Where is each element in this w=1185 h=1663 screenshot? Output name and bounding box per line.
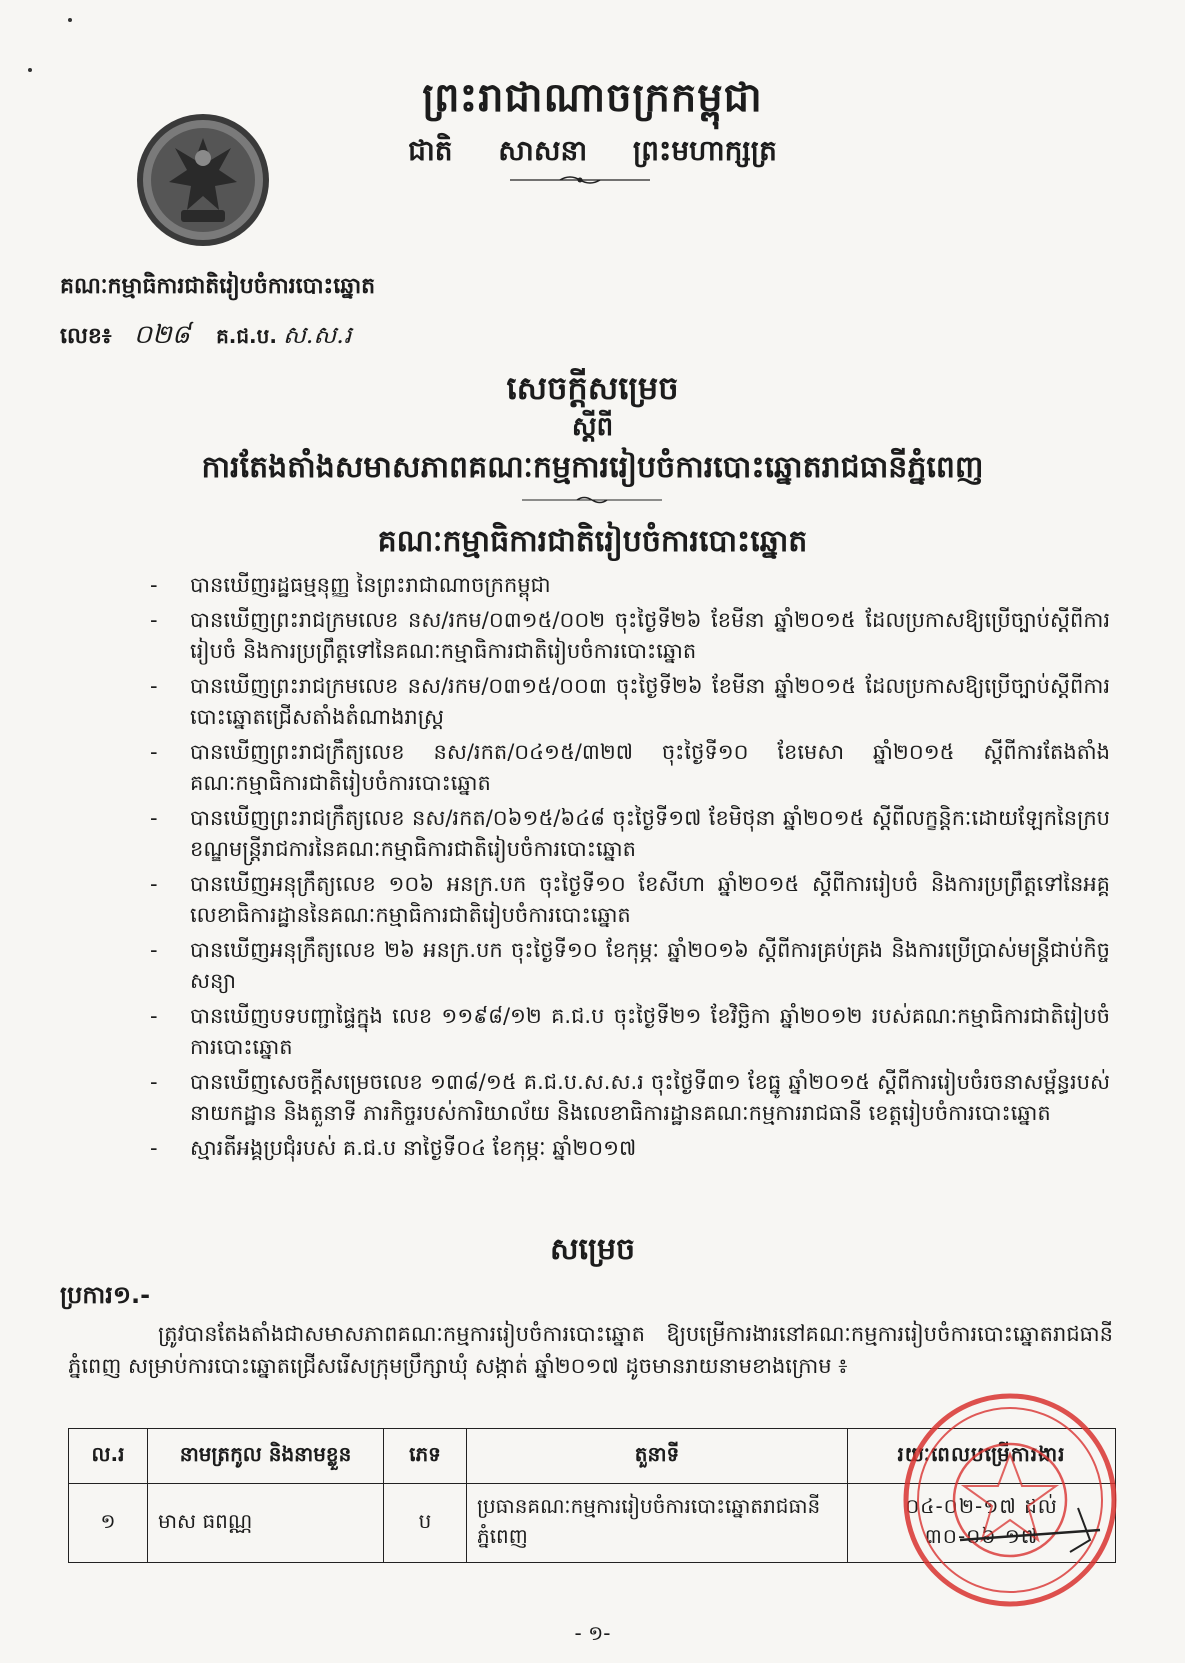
recital-item: - បានឃើញអនុក្រឹត្យលេខ ១០៦ អនក្រ.បក ចុះថ្ងៃទី១០ ខែសីហា ឆ្នាំ២០១៥ ស្តីពីការរៀបចំ និងការប្រព្រឹត្តទៅនៃអគ្គលេខាធិការដ្ឋាននៃគណៈកម្មាធិការជាតិរៀបចំការបោះឆ្នោត — [150, 872, 1110, 927]
cell-term: ០៤-០២-១៧ ដល់ ៣០-០៦-១៧ — [848, 1484, 1116, 1563]
motto-religion: សាសនា — [498, 134, 588, 167]
scan-speck — [68, 18, 72, 22]
motto-king: ព្រះមហាក្សត្រ — [632, 134, 777, 167]
reference-value: ០២៨ — [133, 320, 191, 350]
header-ornament-icon — [510, 174, 650, 186]
header-number: ល.រ — [69, 1429, 148, 1484]
cell-name: មាស ធពណ្ណ — [148, 1484, 384, 1563]
nec-emblem-icon — [133, 110, 273, 250]
subject-ornament-icon — [522, 494, 662, 506]
recital-item: - បានឃើញសេចក្តីសម្រេចលេខ ១៣៨/១៥ គ.ជ.ប.ស.ស.រ ចុះថ្ងៃទី៣១ ខែធ្នូ ឆ្នាំ២០១៥ ស្តីពីការរៀបចំរចនាសម្ព័ន្ធរបស់នាយកដ្ឋាន និងតួនាទី ភារកិច្ចរបស់ការិយាល័យ និងលេខាធិការដ្ឋានគណៈកម្មការរាជធានី ខេត្តរៀបចំការបោះឆ្នោត — [150, 1070, 1110, 1125]
header-name: នាមត្រកូល និងនាមខ្លួន — [148, 1429, 384, 1484]
header-gender: ភេទ — [384, 1429, 467, 1484]
header-role: តួនាទី — [467, 1429, 848, 1484]
cell-role: ប្រធានគណៈកម្មការរៀបចំការបោះឆ្នោតរាជធានីភ្នំពេញ — [467, 1484, 848, 1563]
reference-label: លេខ៖ — [60, 324, 112, 349]
kingdom-title: ព្រះរាជាណាចក្រកម្ពុជា — [422, 75, 763, 121]
recital-item: - បានឃើញព្រះរាជក្រឹត្យលេខ នស/រកត/០៦១៥/៦៤៨ ចុះថ្ងៃទី១៧ ខែមិថុនា ឆ្នាំ២០១៥ ស្តីពីលក្ខន្តិកៈដោយឡែកនៃក្របខណ្ឌមន្ត្រីរាជការនៃគណៈកម្មាធិការជាតិរៀបចំការបោះឆ្នោត — [150, 806, 1110, 861]
recitals-list — [150, 570, 1110, 1168]
official-stamp-icon — [900, 1390, 1120, 1610]
recital-item: - បានឃើញអនុក្រឹត្យលេខ ២៦ អនក្រ.បក ចុះថ្ងៃទី១០ ខែកុម្ភៈ ឆ្នាំ២០១៦ ស្តីពីការគ្រប់គ្រង និងការប្រើប្រាស់មន្ត្រីជាប់កិច្ចសន្យា — [150, 938, 1110, 993]
article-label: ប្រការ១.- — [60, 1281, 151, 1309]
recital-item: - ស្មារតីអង្គប្រជុំរបស់ គ.ជ.ប នាថ្ងៃទី០៤ ខែកុម្ភៈ ឆ្នាំ២០១៧ — [150, 1136, 637, 1160]
motto-nation: ជាតិ — [408, 134, 453, 167]
cell-number: ១ — [69, 1484, 148, 1563]
cell-gender: ប — [384, 1484, 467, 1563]
decision-authority: គណៈកម្មាធិការជាតិរៀបចំការបោះឆ្នោត — [377, 524, 808, 559]
recital-item: - បានឃើញព្រះរាជក្រឹត្យលេខ នស/រកត/០៤១៥/៣២៧ ចុះថ្ងៃទី១០ ខែមេសា ឆ្នាំ២០១៥ ស្តីពីការតែងតាំងគណៈកម្មាធិការជាតិរៀបចំការបោះឆ្នោត — [150, 740, 1110, 795]
recital-item: - បានឃើញរដ្ឋធម្មនុញ្ញ នៃព្រះរាជាណាចក្រកម្ពុជា — [150, 573, 551, 597]
article-text: ត្រូវបានតែងតាំងជាសមាសភាពគណៈកម្មការរៀបចំការបោះឆ្នោត ឱ្យបម្រើការងារនៅគណៈកម្មការរៀបចំការបោះឆ្នោតរាជធានីភ្នំពេញ សម្រាប់ការបោះឆ្នោតជ្រើសរើសក្រុមប្រឹក្សាឃុំ សង្កាត់ ឆ្នាំ២០១៧ ដូចមានរាយនាមខាងក្រោម ៖ — [68, 1322, 1113, 1378]
header-term: រយៈពេលបម្រើការងារ — [848, 1429, 1116, 1484]
recital-item: - បានឃើញបទបញ្ជាផ្ទៃក្នុង លេខ ១១៩៨/១២ គ.ជ.ប ចុះថ្ងៃទី២១ ខែវិច្ឆិកា ឆ្នាំ២០១២ របស់គណៈកម្មាធិការជាតិរៀបចំការបោះឆ្នោត — [150, 1004, 1110, 1059]
reference-suffix: ស.ស.រ — [282, 321, 352, 349]
page-number: - ១- — [574, 1621, 611, 1645]
recital-item: - បានឃើញព្រះរាជក្រមលេខ នស/រកម/០៣១៥/០០២ ចុះថ្ងៃទី២៦ ខែមីនា ឆ្នាំ២០១៥ ដែលប្រកាសឱ្យប្រើច្បាប់ស្តីពីការរៀបចំ និងការប្រព្រឹត្តទៅនៃគណៈកម្មាធិការជាតិរៀបចំការបោះឆ្នោត — [150, 608, 1110, 663]
document-type: សេចក្តីសម្រេច — [506, 369, 679, 407]
reference-number — [60, 318, 352, 356]
document-about: ស្តីពី — [571, 412, 614, 442]
document-subject: ការតែងតាំងសមាសភាពគណៈកម្មការរៀបចំការបោះឆ្នោតរាជធានីភ្នំពេញ — [201, 450, 984, 485]
recital-item: - បានឃើញព្រះរាជក្រមលេខ នស/រកម/០៣១៥/០០៣ ចុះថ្ងៃទី២៦ ខែមីនា ឆ្នាំ២០១៥ ដែលប្រកាសឱ្យប្រើច្បាប់ស្តីពីការបោះឆ្នោតជ្រើសតាំងតំណាងរាស្ត្រ — [150, 674, 1110, 729]
reference-code: គ.ជ.ប. — [216, 324, 277, 348]
decision-heading: សម្រេច — [549, 1232, 636, 1267]
issuing-organization: គណៈកម្មាធិការជាតិរៀបចំការបោះឆ្នោត — [60, 274, 376, 299]
